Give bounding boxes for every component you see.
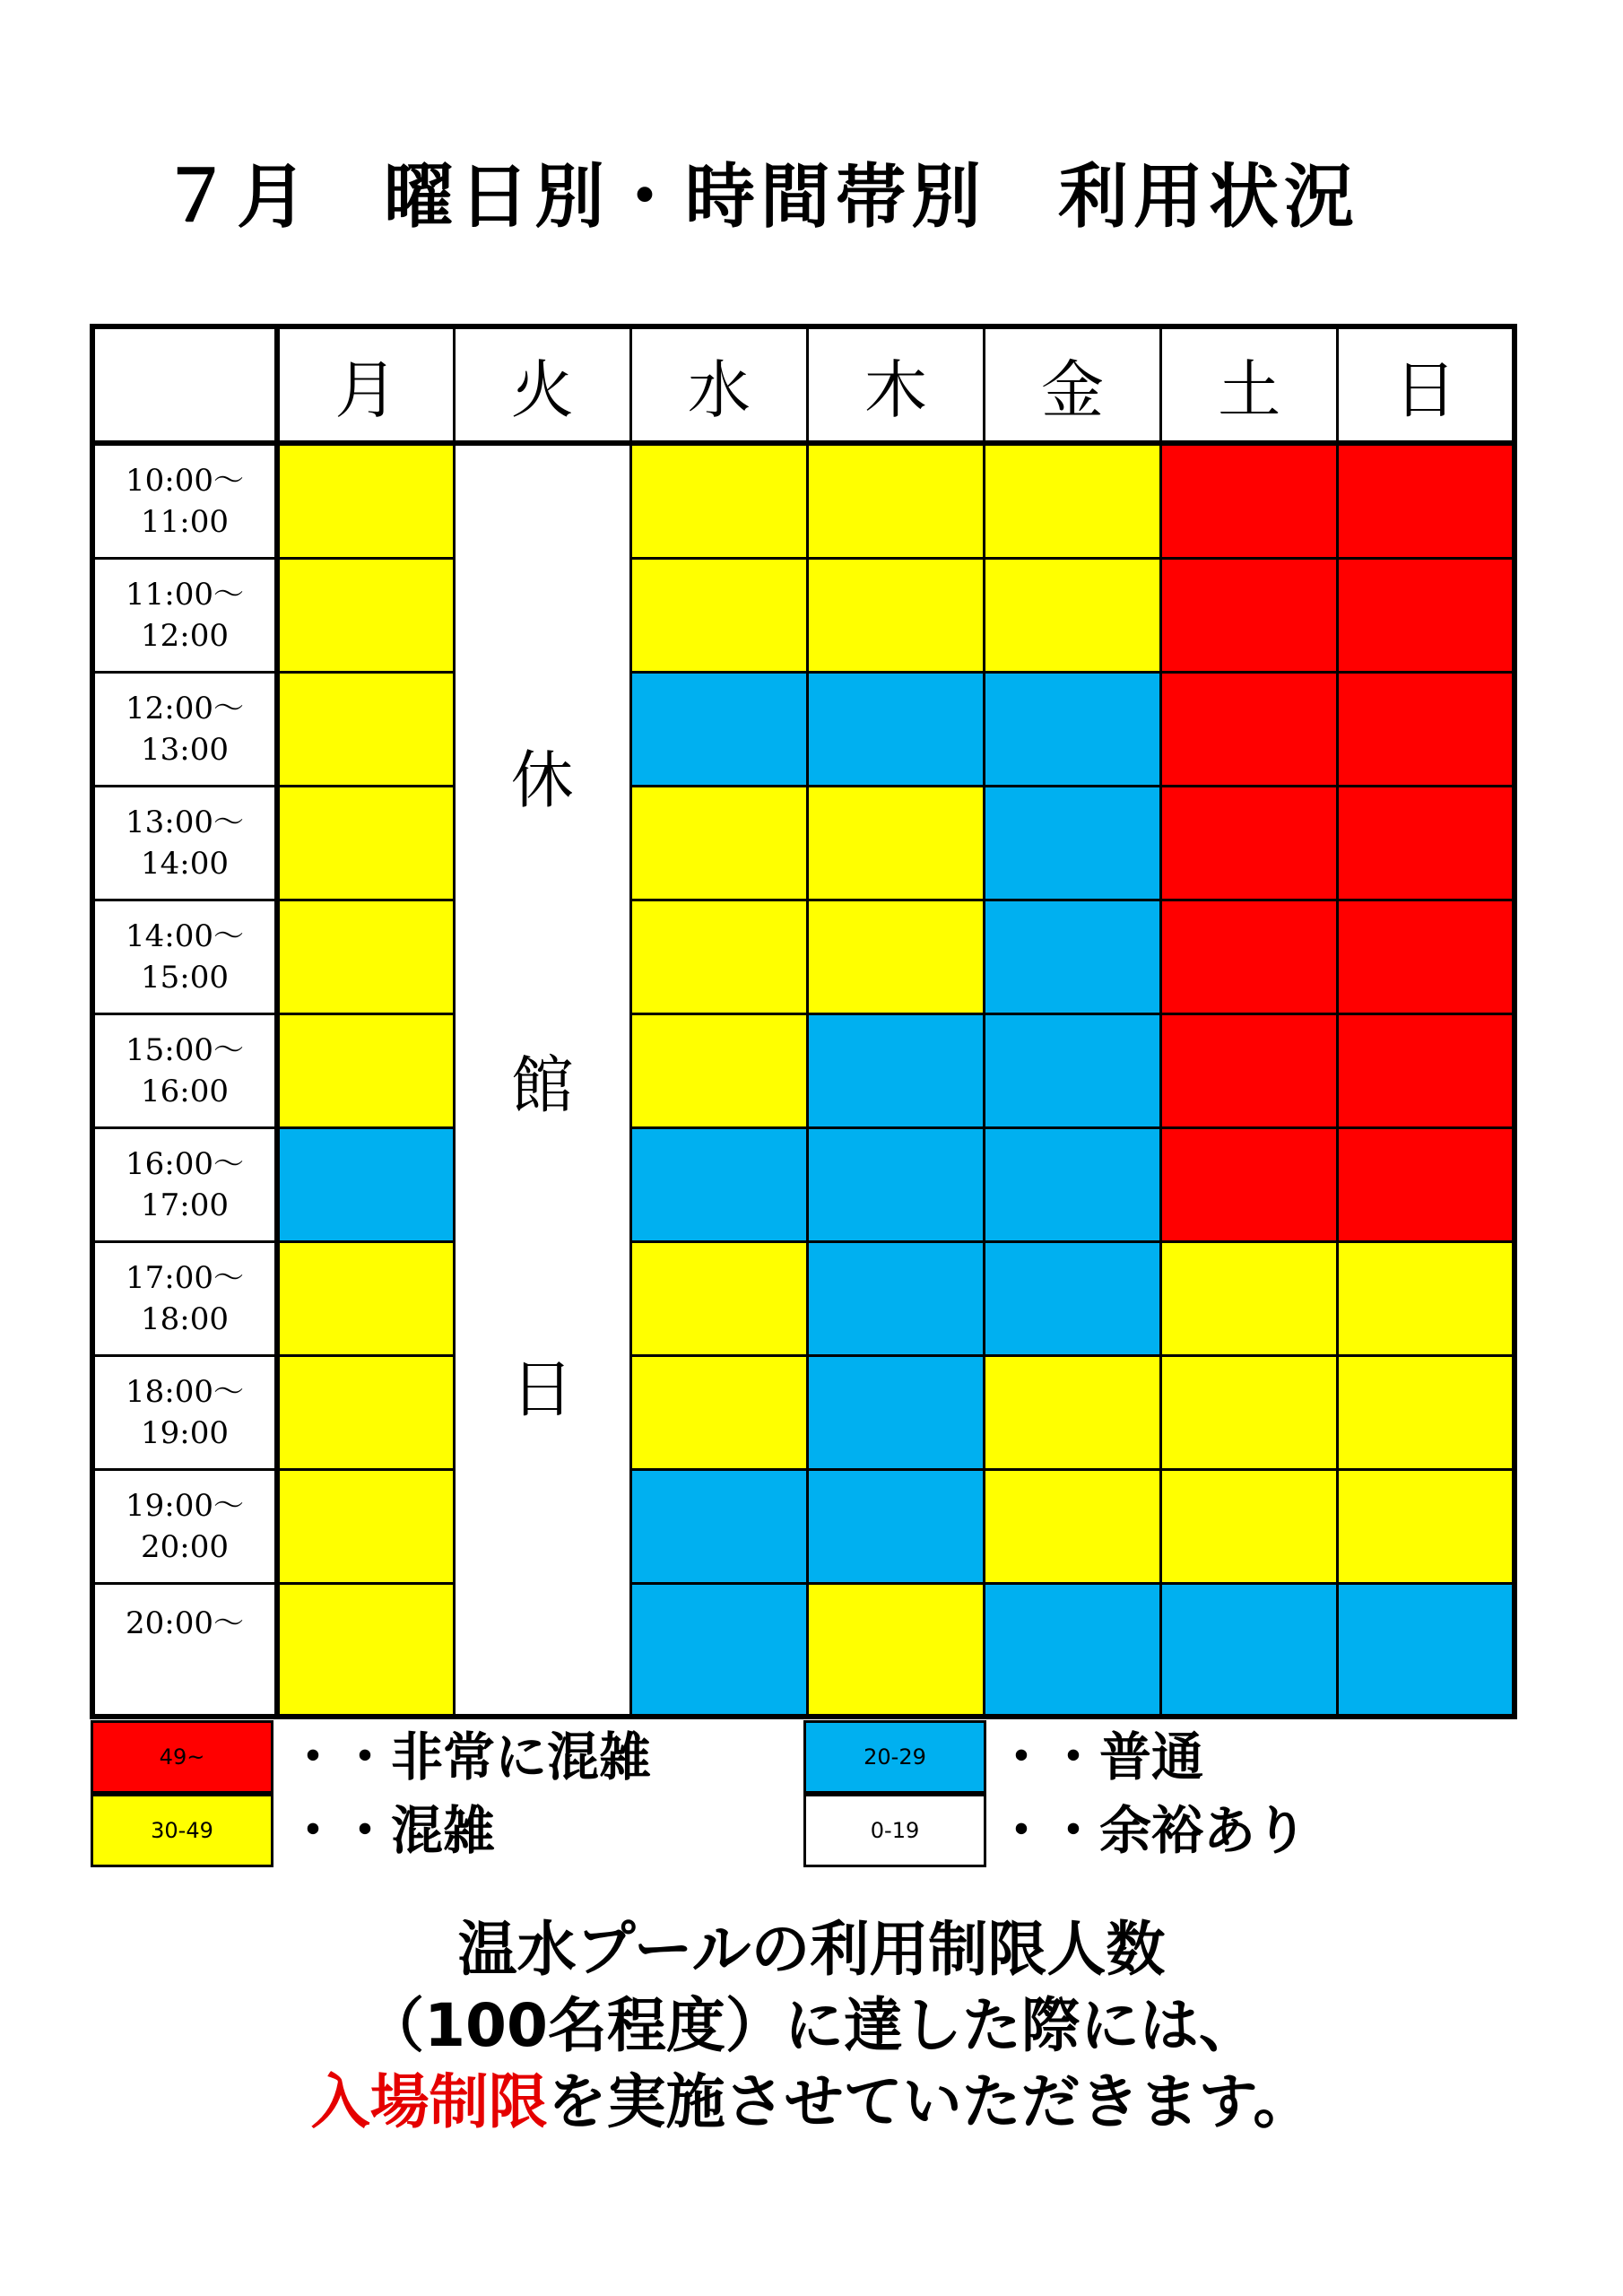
time-slot-label	[92, 1242, 277, 1356]
time-row	[92, 443, 1515, 559]
usage-cell-fri	[985, 1356, 1161, 1470]
usage-cell-thu	[807, 787, 984, 900]
usage-cell-fri	[985, 559, 1161, 673]
usage-cell-thu	[807, 1584, 984, 1718]
day-header-mon: 月	[277, 326, 454, 443]
usage-cell-sat	[1161, 1584, 1338, 1718]
usage-table	[90, 324, 1517, 1719]
usage-cell-thu	[807, 900, 984, 1014]
corner-cell	[92, 326, 277, 443]
time-slot-start: 20:00～	[126, 1605, 244, 1641]
day-header-wed: 水	[630, 326, 807, 443]
notice-accent: 入場制限	[310, 2067, 548, 2136]
time-slot-end: 17:00	[141, 1187, 229, 1223]
usage-cell-sun	[1338, 1470, 1515, 1584]
time-slot-label	[92, 443, 277, 559]
usage-cell-sun	[1338, 1584, 1515, 1718]
usage-cell-thu	[807, 1356, 984, 1470]
usage-cell-mon	[277, 1014, 454, 1128]
usage-cell-wed	[630, 1470, 807, 1584]
time-slot-start: 14:00～	[126, 918, 244, 954]
usage-cell-fri	[985, 1242, 1161, 1356]
time-slot-label	[92, 787, 277, 900]
usage-cell-mon	[277, 443, 454, 559]
usage-cell-thu	[807, 1014, 984, 1128]
notice-line-3	[0, 2054, 1623, 2139]
day-header-sun: 日	[1338, 326, 1515, 443]
time-slot-label	[92, 1128, 277, 1242]
header-row	[92, 326, 1515, 443]
notice-line-1: 温水プールの利用制限人数	[457, 1915, 1166, 1984]
usage-cell-mon	[277, 1470, 454, 1584]
day-header-thu: 木	[807, 326, 984, 443]
time-row	[92, 1584, 1515, 1718]
time-slot-start: 16:00～	[126, 1146, 244, 1182]
closed-day-label	[456, 730, 629, 1430]
time-slot-end: 15:00	[141, 960, 229, 996]
day-header-tue: 火	[454, 326, 630, 443]
usage-cell-fri	[985, 673, 1161, 787]
usage-cell-wed	[630, 1128, 807, 1242]
time-slot-start: 19:00～	[126, 1488, 244, 1524]
usage-cell-wed	[630, 443, 807, 559]
usage-cell-fri	[985, 900, 1161, 1014]
time-slot-start: 17:00～	[126, 1260, 244, 1296]
time-slot-start: 13:00～	[126, 804, 244, 840]
usage-cell-mon	[277, 900, 454, 1014]
title-month: ７月	[161, 157, 313, 238]
usage-cell-wed	[630, 900, 807, 1014]
day-header-fri: 金	[985, 326, 1161, 443]
usage-cell-fri	[985, 1470, 1161, 1584]
time-slot-end: 13:00	[141, 732, 229, 768]
time-slot-start: 10:00～	[126, 463, 244, 499]
usage-cell-thu	[807, 559, 984, 673]
day-header-sat: 土	[1161, 326, 1338, 443]
time-row	[92, 673, 1515, 787]
time-slot-start: 11:00～	[126, 577, 244, 613]
legend-swatch-available: 0-19	[803, 1794, 986, 1867]
usage-cell-mon	[277, 1242, 454, 1356]
time-slot-start: 18:00～	[126, 1374, 244, 1410]
notice-rest: を実施させていただきます。	[547, 2067, 1313, 2136]
time-row	[92, 559, 1515, 673]
closed-day-char: 休	[510, 744, 574, 817]
closed-day-char: 館	[510, 1048, 574, 1122]
usage-cell-sun	[1338, 1356, 1515, 1470]
time-slot-label	[92, 1584, 277, 1718]
usage-cell-fri	[985, 1584, 1161, 1718]
time-slot-start: 12:00～	[126, 691, 244, 726]
title-part1: 曜日別・時間帯別	[384, 157, 987, 238]
legend-label-crowded: ・・混雑	[287, 1800, 496, 1861]
usage-cell-mon	[277, 1584, 454, 1718]
time-row	[92, 1014, 1515, 1128]
usage-cell-fri	[985, 787, 1161, 900]
usage-cell-fri	[985, 443, 1161, 559]
time-slot-label	[92, 559, 277, 673]
legend-label-normal: ・・普通	[995, 1726, 1204, 1787]
usage-cell-sat	[1161, 443, 1338, 559]
page-title	[161, 152, 1359, 242]
usage-cell-sun	[1338, 673, 1515, 787]
usage-cell-sat	[1161, 673, 1338, 787]
usage-cell-mon	[277, 787, 454, 900]
time-slot-end: 20:00	[141, 1529, 229, 1565]
legend-swatch-crowded: 30-49	[91, 1794, 273, 1867]
time-row	[92, 1242, 1515, 1356]
usage-cell-sat	[1161, 1242, 1338, 1356]
closed-day-char: 日	[510, 1352, 574, 1426]
usage-cell-sun	[1338, 1014, 1515, 1128]
usage-cell-thu	[807, 1128, 984, 1242]
usage-cell-thu	[807, 1470, 984, 1584]
legend-swatch-normal: 20-29	[803, 1720, 986, 1794]
usage-cell-wed	[630, 1014, 807, 1128]
usage-grid	[90, 324, 1517, 1701]
time-slot-end: 12:00	[141, 618, 229, 654]
time-slot-end: 19:00	[141, 1415, 229, 1451]
usage-cell-sat	[1161, 1128, 1338, 1242]
usage-cell-sat	[1161, 1014, 1338, 1128]
usage-cell-thu	[807, 443, 984, 559]
usage-cell-sat	[1161, 900, 1338, 1014]
usage-cell-sat	[1161, 559, 1338, 673]
usage-cell-sun	[1338, 1242, 1515, 1356]
usage-cell-sun	[1338, 787, 1515, 900]
notice-line-2: （100名程度）に達した際には、	[365, 1991, 1258, 2060]
legend-label-very-crowded: ・・非常に混雑	[287, 1726, 652, 1787]
usage-cell-fri	[985, 1128, 1161, 1242]
usage-cell-mon	[277, 559, 454, 673]
time-slot-label	[92, 1014, 277, 1128]
usage-cell-mon	[277, 1128, 454, 1242]
closed-day-cell	[454, 443, 630, 1717]
usage-cell-thu	[807, 673, 984, 787]
title-part2: 利用状況	[1058, 157, 1360, 238]
usage-cell-sat	[1161, 787, 1338, 900]
time-slot-end: 18:00	[141, 1301, 229, 1337]
usage-cell-sat	[1161, 1470, 1338, 1584]
usage-cell-thu	[807, 1242, 984, 1356]
time-row	[92, 1356, 1515, 1470]
usage-cell-wed	[630, 787, 807, 900]
time-row	[92, 1470, 1515, 1584]
time-slot-start: 15:00～	[126, 1032, 244, 1068]
usage-cell-fri	[985, 1014, 1161, 1128]
usage-cell-wed	[630, 559, 807, 673]
grid-body	[92, 443, 1515, 1717]
usage-cell-wed	[630, 673, 807, 787]
usage-cell-sun	[1338, 443, 1515, 559]
time-slot-label	[92, 1356, 277, 1470]
usage-cell-sat	[1161, 1356, 1338, 1470]
time-slot-end: 14:00	[141, 846, 229, 882]
time-slot-label	[92, 673, 277, 787]
usage-cell-sun	[1338, 559, 1515, 673]
usage-cell-mon	[277, 1356, 454, 1470]
time-slot-end: 16:00	[141, 1074, 229, 1109]
legend-label-available: ・・余裕あり	[995, 1800, 1308, 1861]
usage-cell-wed	[630, 1242, 807, 1356]
time-row	[92, 787, 1515, 900]
time-row	[92, 1128, 1515, 1242]
usage-cell-wed	[630, 1356, 807, 1470]
usage-cell-sun	[1338, 900, 1515, 1014]
time-slot-label	[92, 1470, 277, 1584]
usage-cell-mon	[277, 673, 454, 787]
time-slot-end: 11:00	[141, 504, 229, 540]
time-row	[92, 900, 1515, 1014]
usage-cell-wed	[630, 1584, 807, 1718]
time-slot-label	[92, 900, 277, 1014]
usage-cell-sun	[1338, 1128, 1515, 1242]
legend-swatch-very-crowded: 49~	[91, 1720, 273, 1794]
